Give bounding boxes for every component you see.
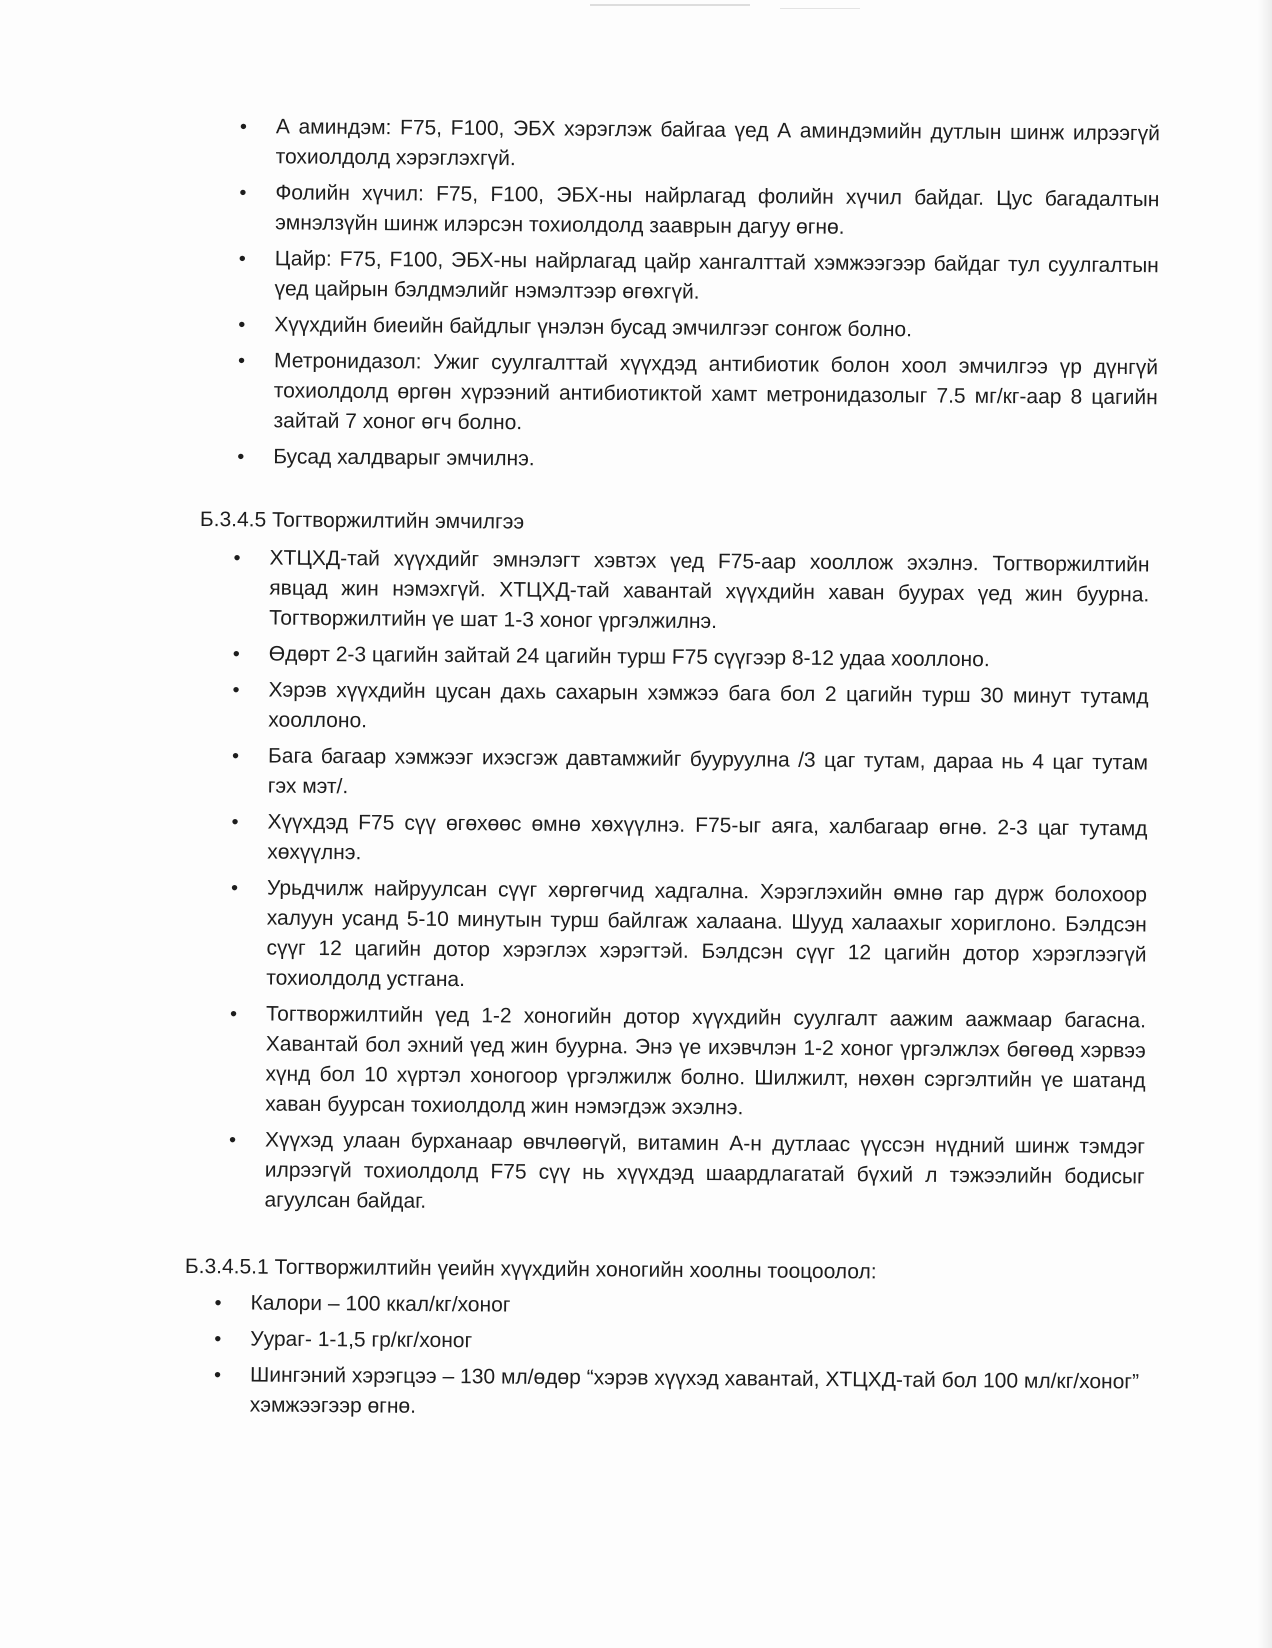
section-heading: Б.3.4.5.1 Тогтворжилтийн үеийн хүүхдийн хоногийн хоолны тооцоолол: xyxy=(184,1254,877,1284)
bullet-icon: • xyxy=(238,313,246,337)
list-item: • Хүүхдэд F75 сүү өгөхөөс өмнө хөхүүлнэ. F75-ыг аяга, халбагаар өгнө. 2-3 цаг тутамд хөхүүлнэ. xyxy=(231,807,1147,874)
list-item: • Хэрэв хүүхдийн цусан дахь сахарын хэмжээ бага бол 2 цагийн турш 30 минут тутамд хооллоно. xyxy=(232,675,1148,742)
list-item: • Шингэний хэрэгцээ – 130 мл/өдөр “хэрэв хүүхэд хавантай, ХТЦХД-тай бол 100 мл/кг/хоног” хэмжээгээр өгнө. xyxy=(214,1360,1139,1427)
bullet-icon: • xyxy=(233,547,241,570)
section-vitamins-treatment xyxy=(237,112,1160,485)
list-item: • А аминдэм: F75, F100, ЭБХ хэрэглэж байгаа үед А аминдэмийн дутлын шинж илрээгүй тохиолдолд хэрэглэхгүй. xyxy=(240,112,1160,179)
bullet-icon: • xyxy=(230,877,239,900)
bullet-icon: • xyxy=(213,1364,222,1387)
list-item: • Өдөрт 2-3 цагийн зайтай 24 цагийн турш F75 сүүгээр 8-12 удаа хооллоно. xyxy=(233,639,1149,676)
list-item: • Хүүхдийн биеийн байдлыг үнэлэн бусад эмчилгээг сонгож болно. xyxy=(238,310,1158,347)
bullet-icon: • xyxy=(237,445,245,469)
bullet-list xyxy=(228,543,1149,1222)
section-heading: Б.3.4.5 Тогтворжилтийн эмчилгээ xyxy=(199,507,525,534)
list-item: • Урьдчилж найруулсан сүүг хөргөгчид хадгална. Хэрэглэхийн өмнө гар дүрж болохоор халуун усанд 5-10 минутын турш байлгаж халаана. Шууд халаахыг хориглоно. Бэлдсэн сүүг 12 цагийн дотор хэрэглэх хэрэгтэй. Бэлдсэн сүүг 12 цагийн дотор хэрэглээгүй тохиолдолд устгана. xyxy=(230,873,1147,1000)
section-daily-diet-calculation xyxy=(184,1252,1140,1433)
list-item: • ХТЦХД-тай хүүхдийг эмнэлэгт хэвтэх үед F75-аар хооллож эхэлнэ. Тогтворжилтийн явцад жин нэмэхгүй. ХТЦХД-тай хавантай хүүхдийн хаван буурах үед жин буурна. Тогтворжилтийн үе шат 1-3 хоног үргэлжилнэ. xyxy=(233,543,1150,640)
bullet-icon: • xyxy=(231,811,239,834)
section-stabilization-treatment xyxy=(194,505,1150,1228)
bullet-icon: • xyxy=(214,1292,222,1315)
bullet-list xyxy=(237,112,1160,479)
scan-edge-shadow xyxy=(1258,0,1272,1648)
bullet-icon: • xyxy=(214,1328,222,1351)
bullet-icon: • xyxy=(228,1129,237,1152)
bullet-icon: • xyxy=(238,247,246,271)
list-item: • Метронидазол: Ужиг суулгалттай хүүхдэд антибиотик болон хоол эмчилгээ үр дүнгүй тохиолдолд өргөн хүрээний антибиотиктой хамт метронидазолыг 7.5 мг/кг-аар 8 цагийн зайтай 7 хоног өгч болно. xyxy=(237,346,1158,443)
bullet-icon: • xyxy=(237,349,246,373)
bullet-icon: • xyxy=(239,181,247,205)
bullet-icon: • xyxy=(231,745,240,768)
list-item: • Тогтворжилтийн үед 1-2 хоногийн дотор хүүхдийн суулгалт аажим аажмаар багасна. Хавантай бол эхний үед жин буурна. Энэ үе ихэвчлэн 1-2 хоног үргэлжлэх бөгөөд хэрвээ хүнд бол 10 хүртэл хоногоор үргэлжилж болно. Шилжилт, нөхөн сэргэлтийн үе шатанд хаван буурсан тохиолдолд жин нэмэгдэж эхэлнэ. xyxy=(229,999,1146,1126)
bullet-icon: • xyxy=(239,115,247,139)
list-item: • Уураг- 1-1,5 гр/кг/хоног xyxy=(214,1324,1139,1361)
list-item: • Хүүхэд улаан бурханаар өвчлөөгүй, витамин А-н дутлаас үүссэн нүдний шинж тэмдэг илрээгүй тохиолдолд F75 сүү нь хүүхдэд шаардлагатай бүхий л тэжээлийн бодисыг агуулсан байдаг. xyxy=(228,1125,1145,1222)
list-item: • Калори – 100 ккал/кг/хоног xyxy=(214,1288,1139,1325)
scan-artifact xyxy=(780,8,860,9)
bullet-icon: • xyxy=(229,1003,238,1026)
bullet-list xyxy=(214,1288,1140,1427)
list-item: • Цайр: F75, F100, ЭБХ-ны найрлагад цайр хангалттай хэмжээгээр байдаг тул суулгалтын үед цайрын бэлдмэлийг нэмэлтээр өгөхгүй. xyxy=(238,244,1158,311)
bullet-icon: • xyxy=(232,643,240,666)
list-item: • Бага багаар хэмжээг ихэсгэж давтамжийг бууруулна /3 цаг тутам, дараа нь 4 цаг тутам гэх мэт/. xyxy=(232,741,1148,808)
list-item: • Фолийн хүчил: F75, F100, ЭБХ-ны найрлагад фолийн хүчил байдаг. Цус багадалтын эмнэлзүйн шинж илэрсэн тохиолдолд зааврын дагуу өгнө. xyxy=(239,178,1159,245)
list-item: • Бусад халдварыг эмчилнэ. xyxy=(237,442,1157,479)
bullet-icon: • xyxy=(232,679,240,702)
scan-artifact xyxy=(590,4,750,6)
